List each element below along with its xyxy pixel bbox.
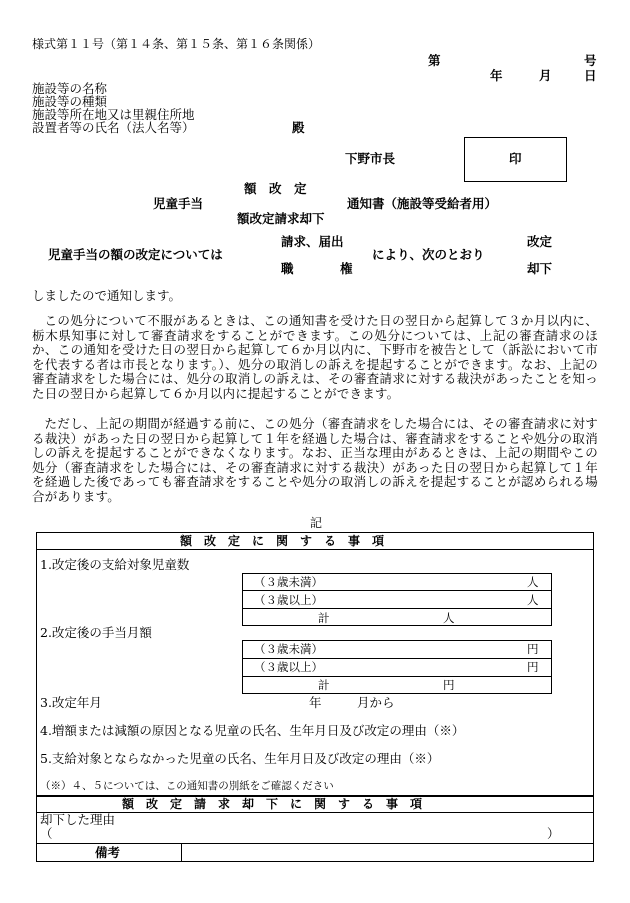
remarks-label: 備考 (95, 845, 121, 860)
item2-monthly-amount: 2.改定後の手当月額 (40, 625, 152, 640)
title-notice: 通知書（施設等受給者用） (347, 196, 498, 211)
amount-under3-label: （３歳未満） (254, 642, 323, 656)
amount-row-divider-1 (242, 658, 552, 659)
attachment-note: （※）４、５については、この通知書の別紙をご確認ください (40, 780, 334, 792)
section1-heading: 額 改 定 に 関 す る 事 項 (180, 534, 385, 548)
lead-option-request: 請求、届出 (281, 234, 344, 249)
item3-revision-month: 3.改定年月 (40, 695, 102, 710)
facility-type-label: 施設等の種類 (32, 94, 108, 109)
lead-text: 児童手当の額の改定については (48, 247, 223, 262)
reason-paren-open: （ (40, 826, 53, 841)
lead-option-ex-officio-b: 権 (340, 261, 353, 276)
children-over3-label: （３歳以上） (254, 593, 323, 607)
section2-heading: 額 改 定 請 求 却 下 に 関 す る 事 項 (122, 797, 423, 811)
section1-heading-divider (36, 549, 594, 550)
children-over3-unit: 人 (527, 593, 539, 607)
children-row-divider-2 (242, 608, 552, 609)
date-year: 年 (490, 68, 503, 83)
section2-heading-divider (36, 812, 594, 813)
rejection-reason-label: 却下した理由 (40, 812, 116, 827)
amount-row-divider-2 (242, 676, 552, 677)
reason-paren-close: ） (547, 826, 560, 841)
lead-middle: により、次のとおり (372, 247, 485, 262)
appeal-paragraph: この処分について不服があるときは、この通知書を受けた日の翌日から起算して３か月以内に、栃木県知事に対して審査請求をすることができます。この処分については、上記の審査請求のほか、この通知を受けた日の翌日から起算して６か月以内に、下野市を被告として（訴訟において市を代表する者は市長となります。）、処分の取消しの訴えを提起することができます。なお、上記の審査請求をした場合には、処分の取消しの訴えは、その審査請求に対する裁決があったことを知った日の翌日から起算して６か月以内に提起することができます。 (32, 313, 598, 401)
seal-mark: 印 (509, 151, 522, 166)
item1-children-count: 1.改定後の支給対象児童数 (40, 557, 190, 572)
children-under3-label: （３歳未満） (254, 575, 323, 589)
item3-month-unit: 月から (357, 695, 395, 710)
title-child-allowance: 児童手当 (153, 196, 204, 211)
title-option-revision: 額 改 定 (244, 181, 307, 196)
founder-name-label: 設置者等の氏名（法人名等） (32, 120, 195, 135)
appeal-paragraph-proviso: ただし、上記の期間が経過する前に、この処分（審査請求をした場合には、その審査請求に対する裁決）があった日の翌日から起算して１年を経過した場合は、審査請求をすることや処分の取消しの訴えを提起することができなくなります。なお、正当な理由があるときは、上記の期間やこの処分（審査請求をした場合には、その審査請求に対する裁決）があった日の翌日から起算して１年を経過した後であっても審査請求をすることや処分の取消しの訴えを提起することが認められる場合があります。 (32, 416, 598, 504)
title-option-rejection: 額改定請求却下 (237, 211, 325, 226)
closing-sentence: しましたので通知します。 (32, 288, 182, 303)
children-total-unit: 人 (443, 611, 455, 625)
amount-over3-label: （３歳以上） (254, 660, 323, 674)
form-number: 様式第１１号（第１４条、第１５条、第１６条関係） (32, 37, 321, 51)
children-total-label: 計 (318, 611, 330, 625)
doc-number-suffix: 号 (584, 53, 597, 68)
amount-total-unit: 円 (443, 678, 455, 692)
lead-result-rejection: 却下 (527, 261, 553, 276)
date-month: 月 (539, 68, 552, 83)
ki-mark: 記 (310, 516, 323, 530)
lead-option-ex-officio-a: 職 (281, 261, 294, 276)
doc-number-prefix: 第 (428, 53, 441, 68)
amount-under3-unit: 円 (527, 642, 539, 656)
item4-change-reason: 4.増額または減額の原因となる児童の氏名、生年月日及び改定の理由（※） (40, 723, 465, 738)
children-under3-unit: 人 (527, 575, 539, 589)
amount-total-label: 計 (318, 678, 330, 692)
honorific-dono: 殿 (292, 120, 305, 135)
remarks-column-divider (181, 843, 182, 862)
date-day: 日 (584, 68, 597, 83)
facility-address-label: 施設等所在地又は里親住所地 (32, 107, 195, 122)
facility-name-label: 施設等の名称 (32, 81, 108, 96)
mayor-title: 下野市長 (345, 151, 396, 166)
amount-over3-unit: 円 (527, 660, 539, 674)
item3-year-unit: 年 (309, 695, 322, 710)
lead-result-revision: 改定 (527, 234, 553, 249)
item5-ineligible-reason: 5.支給対象とならなかった児童の氏名、生年月日及び改定の理由（※） (40, 751, 440, 766)
children-row-divider-1 (242, 590, 552, 591)
seal-box (464, 137, 567, 182)
remarks-divider (36, 843, 594, 844)
